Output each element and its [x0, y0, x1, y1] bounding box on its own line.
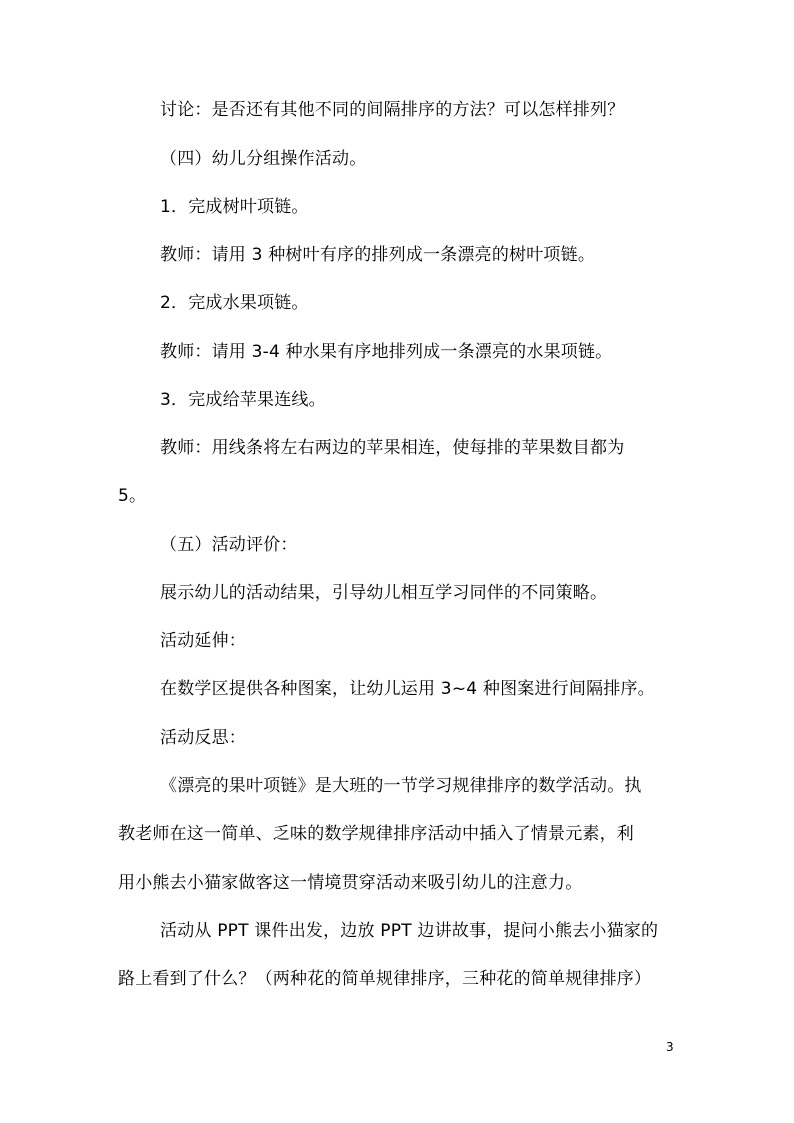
page-number: 3 [666, 1040, 674, 1054]
heading-group-activity: （四）幼儿分组操作活动。 [160, 149, 367, 169]
paragraph-reflection-2: 教老师在这一简单、乏味的数学规律排序活动中插入了情景元素，利 [118, 824, 634, 844]
paragraph-reflection-1: 《漂亮的果叶项链》是大班的一节学习规律排序的数学活动。执 [160, 776, 642, 796]
paragraph-teacher-leaf: 教师：请用 3 种树叶有序的排列成一条漂亮的树叶项链。 [160, 245, 596, 265]
paragraph-evaluation: 展示幼儿的活动结果，引导幼儿相互学习同伴的不同策略。 [160, 583, 608, 603]
paragraph-teacher-apple-cont: 5。 [118, 486, 147, 506]
heading-extension: 活动延伸： [160, 631, 246, 651]
paragraph-teacher-apple: 教师：用线条将左右两边的苹果相连，使每排的苹果数目都为 [160, 438, 625, 458]
paragraph-extension: 在数学区提供各种图案，让幼儿运用 3~4 种图案进行间隔排序。 [160, 679, 655, 699]
paragraph-reflection-3: 用小熊去小猫家做客这一情境贯穿活动来吸引幼儿的注意力。 [118, 873, 583, 893]
list-item-fruit-necklace: 2．完成水果项链。 [160, 293, 309, 313]
heading-evaluation: （五）活动评价： [160, 535, 298, 555]
list-item-leaf-necklace: 1．完成树叶项链。 [160, 197, 309, 217]
paragraph-teacher-fruit: 教师：请用 3-4 种水果有序地排列成一条漂亮的水果项链。 [160, 342, 613, 362]
paragraph-discussion: 讨论：是否还有其他不同的间隔排序的方法？可以怎样排列？ [160, 100, 625, 120]
heading-reflection: 活动反思： [160, 728, 246, 748]
paragraph-reflection-5: 路上看到了什么？（两种花的简单规律排序，三种花的简单规律排序） [118, 969, 652, 989]
paragraph-reflection-4: 活动从 PPT 课件出发，边放 PPT 边讲故事，提问小熊去小猫家的 [160, 921, 659, 941]
list-item-apple-lines: 3．完成给苹果连线。 [160, 390, 326, 410]
